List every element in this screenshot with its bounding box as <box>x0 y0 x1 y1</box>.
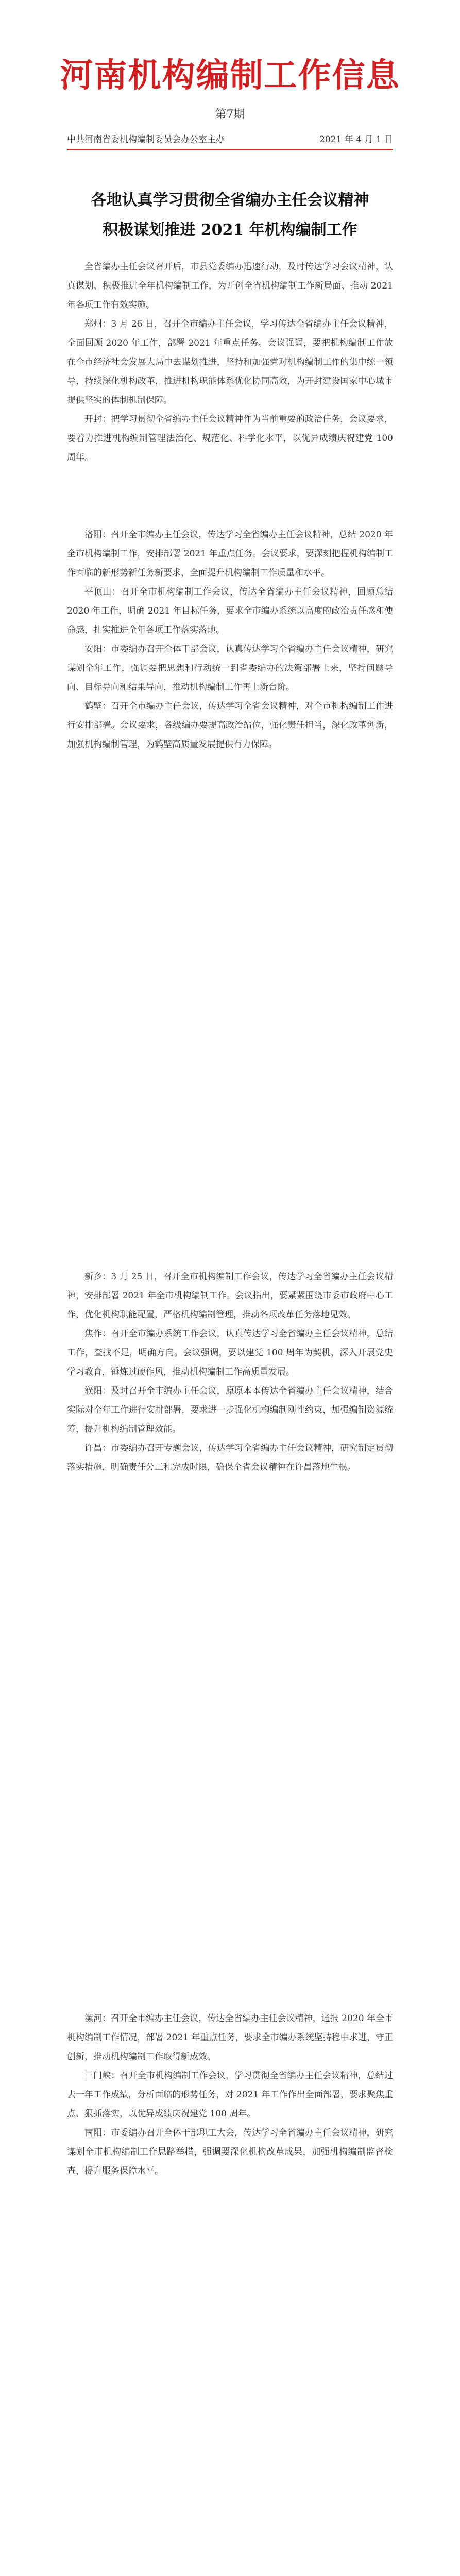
paragraph: 平顶山：召开全市机构编制工作会议，传达全省编办主任会议精神，回顾总结 2020 年工作，明确 2021 年目标任务，要求全市编办系统以高度的政治责任感和使命感，扎实推进全年各项工作落实落地。 <box>67 587 393 635</box>
red-divider <box>67 149 393 150</box>
paragraph: 焦作：召开全市编办系统工作会议，认真传达学习全省编办主任会议精神，总结工作，查找不足，明确方向。会议强调，要以建党 100 周年为契机，深入开展党史学习教育，锤炼过硬作风，推动机构编制工作高质量发展。 <box>67 1329 393 1377</box>
paragraph: 开封：把学习贯彻全省编办主任会议精神作为当前重要的政治任务，会议要求，要着力推进机构编制管理法治化、规范化、科学化水平，以优异成绩庆祝建党 100 周年。 <box>67 414 393 463</box>
paragraph: 安阳：市委编办召开全体干部会议，认真传达学习全省编办主任会议精神，研究谋划全年工作，强调要把思想和行动统一到省委编办的决策部署上来，坚持问题导向、目标导向和结果导向，推动机构编制工作再上新台阶。 <box>67 644 393 692</box>
bulletin-title: 河南机构编制工作信息 <box>60 57 400 95</box>
paragraph: 新乡：3 月 25 日，召开全市机构编制工作会议，传达学习全省编办主任会议精神，安排部署 2021 年全市机构编制工作。会议指出，要紧紧围绕市委市政府中心工作，优化机构职能配置，严格机构编制管理，推动各项改革任务落地见效。 <box>67 1272 393 1320</box>
paragraph: 洛阳：召开全市编办主任会议，传达学习全省编办主任会议精神，总结 2020 年全市机构编制工作，安排部署 2021 年重点任务。会议要求，要深刻把握机构编制工作面临的新形势新任务新要求，全面提升机构编制工作质量和水平。 <box>67 530 393 578</box>
issuer: 中共河南省委机构编制委员会办公室主办 <box>67 134 225 145</box>
paragraph: 三门峡：召开全市机构编制工作会议，学习贯彻全省编办主任会议精神，总结过去一年工作成绩，分析面临的形势任务，对 2021 年工作作出全面部署，要求聚焦重点、狠抓落实，以优异成绩庆祝建党 100 周年。 <box>67 2071 393 2119</box>
paragraph: 濮阳：及时召开全市编办主任会议，原原本本传达全省编办主任会议精神，结合实际对全年工作进行安排部署，要求进一步强化机构编制刚性约束，加强编制资源统筹，提升机构编制管理效能。 <box>67 1386 393 1434</box>
paragraph: 漯河：召开全市编办主任会议，传达全省编办主任会议精神，通报 2020 年全市机构编制工作情况，部署 2021 年重点任务，要求全市编办系统坚持稳中求进，守正创新，推动机构编制工作取得新成效。 <box>67 2013 393 2062</box>
article-section-2 <box>67 526 393 754</box>
issue-date: 2021 年 4 月 1 日 <box>319 134 393 145</box>
issue-number: 第7期 <box>215 108 245 121</box>
article-section-4 <box>67 2009 393 2181</box>
headline-line-1: 各地认真学习贯彻全省编办主任会议精神 <box>91 191 369 209</box>
paragraph: 鹤壁：召开全市编办主任会议，传达学习全省会议精神，对全市机构编制工作进行安排部署。会议要求，各级编办要提高政治站位，强化责任担当，深化改革创新，加强机构编制管理，为鹤壁高质量发展提供有力保障。 <box>67 701 393 750</box>
paragraph: 许昌：市委编办召开专题会议，传达学习全省编办主任会议精神，研究制定贯彻落实措施，明确责任分工和完成时限，确保全省会议精神在许昌落地生根。 <box>67 1443 393 1472</box>
article-headline <box>52 185 408 245</box>
issue-meta <box>67 132 393 145</box>
article-section-3 <box>67 1267 393 1477</box>
headline-line-2: 积极谋划推进 2021 年机构编制工作 <box>103 221 357 239</box>
article-section-1 <box>67 258 393 467</box>
paragraph: 南阳：市委编办召开全体干部职工大会，传达学习全省编办主任会议精神，研究谋划全市机构编制工作思路举措，强调要深化机构改革成果，加强机构编制监督检查，提升服务保障水平。 <box>67 2128 393 2176</box>
paragraph: 全省编办主任会议召开后，市县党委编办迅速行动，及时传达学习会议精神，认真谋划、积极推进全年机构编制工作，为开创全省机构编制工作新局面、推动 2021 年各项工作有效实施。 <box>67 262 393 310</box>
paragraph: 郑州：3 月 26 日，召开全市编办主任会议，学习传达全省编办主任会议精神，全面回顾 2020 年工作，部署 2021 年重点任务。会议强调，要把机构编制工作放在全市经济社会发展大局中去谋划推进，坚持和加强党对机构编制工作的集中统一领导，持续深化机构改革，推进机构职能体系优化协同高效，为开封建设国家中心城市提供坚实的体制机制保障。 <box>67 319 393 405</box>
